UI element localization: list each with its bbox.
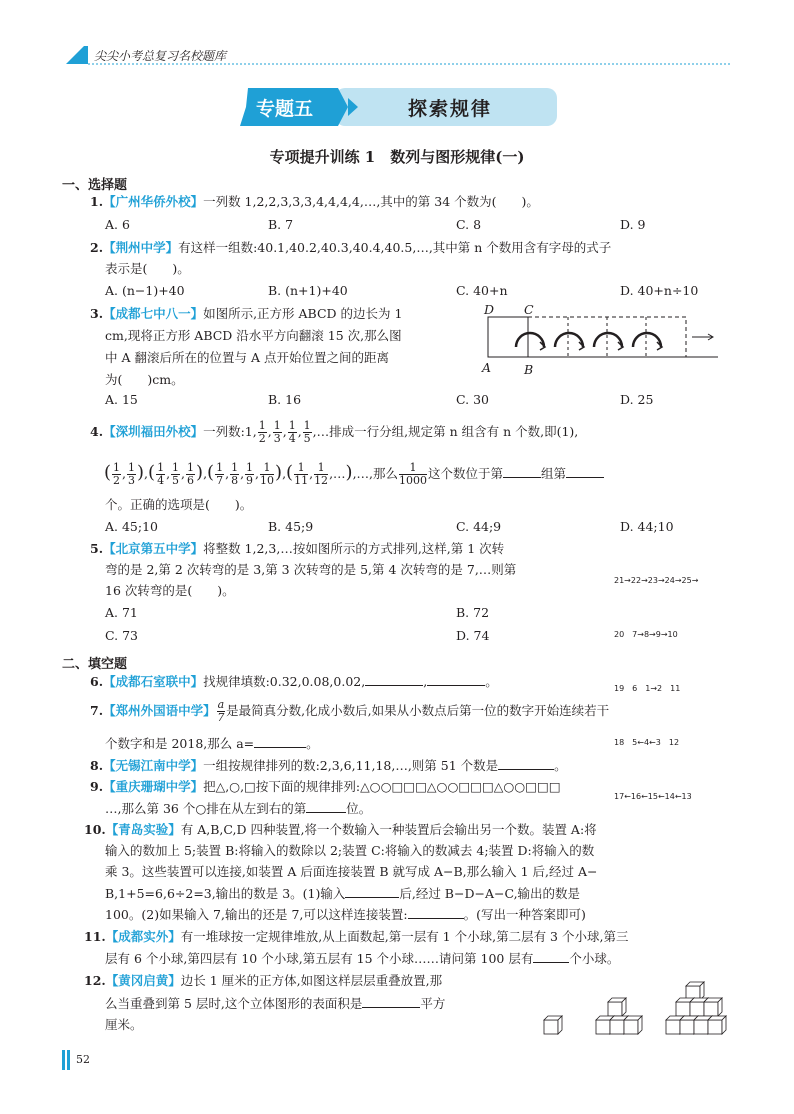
q3-stem-2: cm,现将正方形 ABCD 沿水平方向翻滚 15 次,那么图 [105,328,402,343]
q3-stem-1: 如图所示,正方形 ABCD 的边长为 1 [203,306,403,321]
q2-school: 【荆州中学】 [103,240,179,255]
q2-text [90,240,611,256]
q2-option-a: A. (n−1)+40 [105,283,185,298]
q3-number: 3. [90,306,104,321]
q2-number: 2. [90,240,104,255]
q12-stem-2b: 平方 [420,996,446,1011]
q1-stem: 一列数 1,2,2,3,3,3,4,4,4,4,…,其中的第 34 个数为( )。 [203,194,539,209]
q4-stem-1a: 一列数:1, [203,424,257,439]
q9-line-2 [105,800,371,817]
q7-stem-2: 个数字和是 2018,那么 a= [105,736,255,751]
section-fill: 二、填空题 [62,657,128,672]
series-title: 尖尖小考总复习名校题库 [94,49,227,63]
q5-option-c: C. 73 [105,628,138,643]
q9-number: 9. [90,779,104,794]
q1-option-b: B. 7 [268,217,294,232]
q5-stem-1: 将整数 1,2,3,…按如图所示的方式排列,这样,第 1 次转 [203,541,505,556]
page-number: 52 [76,1053,90,1066]
q4-target-fraction: $\frac{1}{1000}$ [399,461,428,487]
q6-stem: 找规律填数:0.32,0.08,0.02, [203,674,366,689]
q11-stem-2: 层有 6 个小球,第四层有 10 个小球,第五层有 15 个小球……请问第 100 层有 [105,951,534,966]
q11-number: 11. [84,929,106,944]
q5-stem-3: 16 次转弯的是( )。 [105,583,235,598]
q4-groups-line: ( $\frac{1}{2}$ , $\frac{1}{3}$ ),( $\frac{1}{4}$ , $\frac{1}{5}$ , $\frac{1}{6}$ ),( $\frac{1}{7}$ , $\frac{1}{8}$ , $\frac{1}{9}$ , $\frac{1}{10}$ ),( $\frac{1}{11}$ , $\frac{1}{12}$ ,…),…,那么 $\frac{1}{1000}$ 这个数位于第 组第 [104,458,604,488]
q4-stem-2a: ,…,那么 [352,466,399,481]
q3-rolling-square-figure [480,302,720,378]
q10-number: 10. [84,822,106,837]
q9-text [90,779,561,795]
q3-school: 【成都七中八一】 [103,306,204,321]
q5-option-b: B. 72 [456,605,490,620]
q3-option-b: B. 16 [268,392,302,407]
q8-stem: 一组按规律排列的数:2,3,6,11,18,…,则第 51 个数是 [203,758,499,773]
q12-number: 12. [84,973,106,988]
page-subtitle: 专项提升训练 1 数列与图形规律(一) [269,148,525,166]
q1-school: 【广州华侨外校】 [103,194,204,209]
q1-text [90,194,539,210]
q12-school: 【黄冈启黄】 [105,973,181,988]
q5-stem-2: 弯的是 2,第 2 次转弯的是 3,第 3 次转弯的是 5,第 4 次转弯的是 7,…则第 [105,562,517,577]
topic-banner [240,86,560,128]
q11-stem-2b: 个小球。 [569,951,620,966]
q4-school: 【深圳福田外校】 [103,424,204,439]
frac-1-2: $\frac{1}{2}$ [258,419,266,445]
spiral-row-1: 21→22→23→24→25→ [614,576,699,585]
q4-stem-2b: 这个数位于第 [428,466,504,481]
q3-option-a: A. 15 [105,392,138,407]
q4-text: 4.【深圳福田外校】一列数:1, $\frac{1}{2}$ , $\frac{1}{3}$ , $\frac{1}{4}$ , $\frac{1}{5}$ ,…排成一行分组,规定第 n 组含有 n 个数,即(1), [90,419,579,445]
q11-text [84,929,628,945]
q8-text: 8.【无锡江南中学】一组按规律排列的数:2,3,6,11,18,…,则第 51 个数是 。 [90,758,567,773]
q7-fraction: $\frac{a}{7}$ [217,698,225,724]
q3-label-a: A [482,360,492,375]
q2-option-d: D. 40+n÷10 [620,283,699,298]
q9-school: 【重庆珊瑚中学】 [103,779,204,794]
frac-1-4: $\frac{1}{4}$ [288,419,296,445]
q5-option-d: D. 74 [456,628,490,643]
q11-school: 【成都实外】 [105,929,181,944]
q5-text [90,541,504,557]
spiral-row-3: 19 6 1→2 11 [614,684,681,693]
q8-blank[interactable] [498,757,554,770]
q5-option-a: A. 71 [105,605,138,620]
q5-school: 【北京第五中学】 [103,541,204,556]
q10-stem-5b: 。(写出一种答案即可) [463,907,586,922]
q7-blank[interactable] [254,735,306,748]
q6-blank-1[interactable] [365,673,423,686]
q12-stem-3: 厘米。 [105,1017,143,1032]
q7-line-2: 个数字和是 2018,那么 a= 。 [105,736,319,751]
q6-blank-2[interactable] [427,673,485,686]
q10-line-4 [105,885,580,902]
q1-number: 1. [90,194,104,209]
q10-text [84,822,597,838]
banner-label: 专题五 [256,98,314,120]
q3-option-d: D. 25 [620,392,654,407]
page-footer [62,1050,122,1070]
q3-label-b: B [524,362,534,377]
q10-blank-2[interactable] [408,906,464,919]
q1-option-d: D. 9 [620,217,646,232]
frac-1-3: $\frac{1}{3}$ [273,419,281,445]
q10-blank-1[interactable] [345,885,399,898]
cubes-svg [540,960,740,1040]
spiral-row-2: 20 7→8→9→10 [614,630,678,639]
header-bar [66,46,730,66]
q5-number: 5. [90,541,104,556]
q10-stem-3: 乘 3。这些装置可以连接,如装置 A 后面连接装置 B 就写成 A−B,那么输入 1 后,经过 A− [105,864,598,879]
q12-blank[interactable] [362,995,420,1008]
section-choice: 一、选择题 [62,178,128,193]
q12-stem-1: 边长 1 厘米的正方体,如图这样层层重叠放置,那 [180,973,443,988]
q12-stacked-cubes-figure [540,960,740,1040]
q10-line-5 [105,906,586,923]
q3-text [90,306,402,322]
q9-stem-1: 把△,○,□按下面的规律排列:△○○□□□△○○□□□△○○□□□ [203,779,561,794]
q1-option-a: A. 6 [105,217,130,232]
q3-option-c: C. 30 [456,392,489,407]
q10-stem-4b: 后,经过 B−D−A−C,输出的数是 [399,886,581,901]
q8-school: 【无锡江南中学】 [103,758,204,773]
q1-option-c: C. 8 [456,217,482,232]
q9-stem-2b: 位。 [346,801,372,816]
q4-option-c: C. 44;9 [456,519,502,534]
q4-option-d: D. 44;10 [620,519,674,534]
q5-spiral-figure [614,536,740,801]
spiral-row-5: 17←16←15←14←13 [614,792,692,801]
frac-1-5: $\frac{1}{5}$ [303,419,311,445]
q3-stem-3: 中 A 翻滚后所在的位置与 A 点开始位置之间的距离 [105,350,389,365]
q6-number: 6. [90,674,104,689]
q6-text: 6.【成都石室联中】找规律填数:0.32,0.08,0.02, , 。 [90,674,498,689]
q4-stem-2c: 组第 [541,466,567,481]
q3-label-c: C [524,302,534,317]
q2-option-c: C. 40+n [456,283,508,298]
q4-option-a: A. 45;10 [105,519,158,534]
q9-stem-2: …,那么第 36 个○排在从左到右的第 [105,801,307,816]
q4-blank-group[interactable] [503,465,541,478]
q7-stem-1: 是最简真分数,化成小数后,如果从小数点后第一位的数字开始连续若干 [226,703,610,718]
q10-stem-2: 输入的数加上 5;装置 B:将输入的数除以 2;装置 C:将输入的数减去 4;装置 D:将输入的数 [105,843,595,858]
q4-option-b: B. 45;9 [268,519,314,534]
q3-stem-4: 为( )cm。 [105,372,184,387]
q7-school: 【郑州外国语中学】 [103,703,216,718]
q7-text [90,696,609,726]
q12-text [84,973,442,989]
q4-blank-position[interactable] [566,465,604,478]
q7-number: 7. [90,703,104,718]
q4-stem-1b: …排成一行分组,规定第 n 组含有 n 个数,即(1), [316,424,579,439]
q9-blank[interactable] [306,800,346,813]
spiral-row-4: 18 5←4←3 12 [614,738,680,747]
q12-line-2 [105,995,445,1012]
q6-school: 【成都石室联中】 [103,674,204,689]
q4-stem-3: 个。正确的选项是( )。 [105,497,253,512]
q2-stem-1: 有这样一组数:40.1,40.2,40.3,40.4,40.5,…,其中第 n 个数用含有字母的式子 [178,240,612,255]
q10-school: 【青岛实验】 [105,822,181,837]
q12-stem-2: 么当重叠到第 5 层时,这个立体图形的表面积是 [105,996,363,1011]
banner-title: 探索规律 [408,98,493,120]
q8-number: 8. [90,758,104,773]
q10-stem-1: 有 A,B,C,D 四种装置,将一个数输入一种装置后会输出另一个数。装置 A:将 [180,822,597,837]
q3-label-d: D [484,302,495,317]
q4-number: 4. [90,424,104,439]
q10-stem-5: 100。(2)如果输入 7,输出的还是 7,可以这样连接装置: [105,907,408,922]
q11-stem-1: 有一堆球按一定规律堆放,从上面数起,第一层有 1 个小球,第二层有 3 个小球,第三 [180,929,629,944]
q10-stem-4: B,1+5=6,6÷2=3,输出的数是 3。(1)输入 [105,886,346,901]
q2-option-b: B. (n+1)+40 [268,283,348,298]
q2-stem-2: 表示是( )。 [105,261,190,276]
